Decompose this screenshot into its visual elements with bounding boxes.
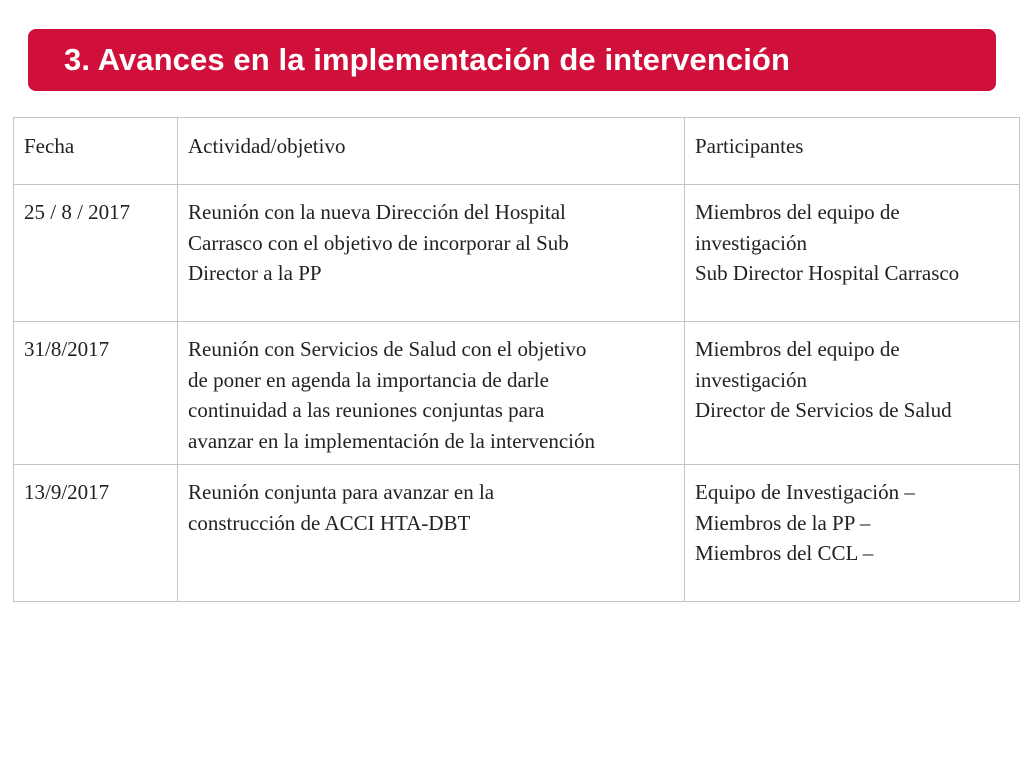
cell-actividad (178, 322, 685, 465)
title-bar (28, 29, 996, 91)
participantes-line: Director de Servicios de Salud (695, 398, 952, 422)
participantes-line: Miembros del equipo de (695, 337, 900, 361)
participantes-line: Miembros del CCL – (695, 541, 874, 565)
actividad-line: Reunión con la nueva Dirección del Hospital (188, 200, 566, 224)
cell-fecha (14, 185, 178, 322)
participantes-line: Miembros del equipo de (695, 200, 900, 224)
actividad-line: de poner en agenda la importancia de darle (188, 367, 549, 392)
cell-fecha (14, 465, 178, 602)
slide-title: 3. Avances en la implementación de intervención (64, 42, 790, 77)
participantes-line: investigación (695, 230, 807, 255)
actividad-line: Carrasco con el objetivo de incorporar al Sub (188, 230, 569, 255)
header-fecha: Fecha (14, 118, 178, 185)
cell-fecha (14, 322, 178, 465)
header-actividad: Actividad/objetivo (178, 118, 685, 185)
cell-participantes (685, 322, 1020, 465)
participantes-line: Equipo de Investigación – (695, 480, 915, 504)
participantes-line: Sub Director Hospital Carrasco (695, 261, 960, 285)
participantes-line: Miembros de la PP – (695, 510, 871, 535)
fecha-text: 25 / 8 / 2017 (24, 200, 131, 224)
actividad-line: construcción de ACCI HTA-DBT (188, 510, 471, 535)
cell-participantes (685, 465, 1020, 602)
table-row (14, 185, 1020, 322)
actividad-line: avanzar en la implementación de la intervención (188, 428, 595, 453)
table-row (14, 465, 1020, 602)
actividad-line: Reunión conjunta para avanzar en la (188, 480, 495, 504)
cell-participantes (685, 185, 1020, 322)
cell-actividad (178, 185, 685, 322)
fecha-text: 31/8/2017 (24, 337, 110, 361)
table-row (14, 322, 1020, 465)
fecha-text: 13/9/2017 (24, 480, 110, 504)
actividad-line: Director a la PP (188, 261, 322, 285)
header-participantes: Participantes (685, 118, 1020, 185)
cell-actividad (178, 465, 685, 602)
participantes-line: investigación (695, 367, 807, 392)
activities-table (13, 117, 1020, 602)
table-header-row (14, 118, 1020, 185)
actividad-line: continuidad a las reuniones conjuntas para (188, 398, 545, 422)
actividad-line: Reunión con Servicios de Salud con el objetivo (188, 337, 587, 361)
